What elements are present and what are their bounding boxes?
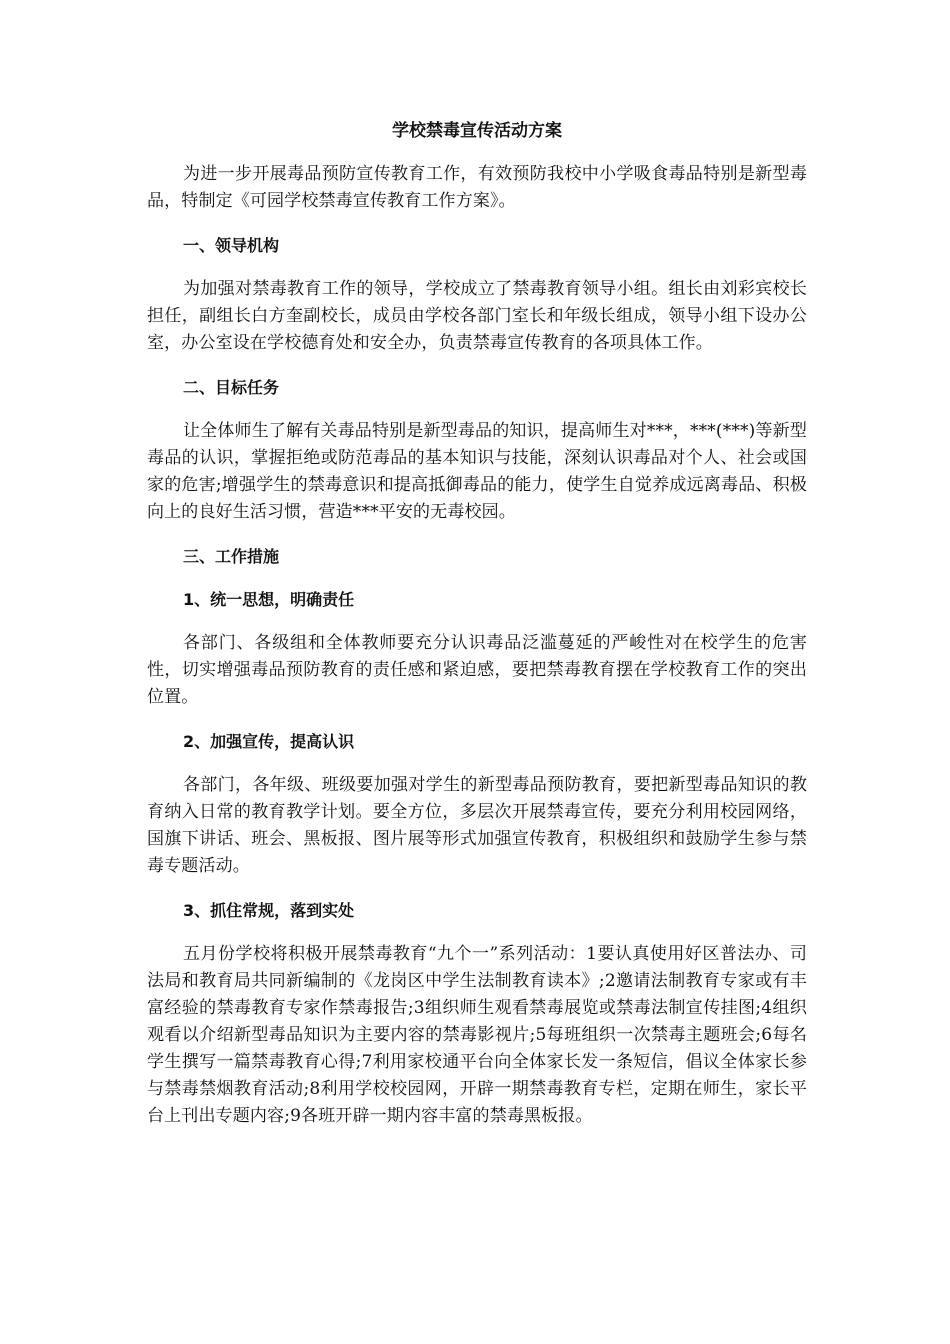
document-title: 学校禁毒宣传活动方案 <box>392 121 562 141</box>
leadership-paragraph: 为加强对禁毒教育工作的领导，学校成立了禁毒教育领导小组。组长由刘彩宾校长担任，副组长白方奎副校长，成员由学校各部门室长和年级长组成，领导小组下设办公室，办公室设在学校德育处和安全办，负责禁毒宣传教育的各项具体工作。 <box>147 279 807 353</box>
responsibility-paragraph: 各部门、各级组和全体教师要充分认识毒品泛滥蔓延的严峻性对在校学生的危害性，切实增强毒品预防教育的责任感和紧迫感，要把禁毒教育摆在学校教育工作的突出位置。 <box>147 633 807 707</box>
section-heading-measures: 三、工作措施 <box>183 547 280 566</box>
goals-paragraph: 让全体师生了解有关毒品特别是新型毒品的知识，提高师生对***，***(***)等新型毒品的认识，掌握拒绝或防范毒品的基本知识与技能，深刻认识毒品对个人、社会或国家的危害;增强学生的禁毒意识和提高抵御毒品的能力，使学生自觉养成远离毒品、积极向上的良好生活习惯，营造***平安的无毒校园。 <box>147 421 807 522</box>
subsection-heading-publicity: 2、加强宣传，提高认识 <box>183 732 355 751</box>
subsection-heading-routine: 3、抓住常规，落到实处 <box>183 901 355 920</box>
intro-paragraph: 为进一步开展毒品预防宣传教育工作，有效预防我校中小学吸食毒品特别是新型毒品，特制定《可园学校禁毒宣传教育工作方案》。 <box>147 164 807 211</box>
publicity-paragraph: 各部门，各年级、班级要加强对学生的新型毒品预防教育，要把新型毒品知识的教育纳入日常的教育教学计划。要全方位，多层次开展禁毒宣传，要充分利用校园网络，国旗下讲话、班会、黑板报、图片展等形式加强宣传教育，积极组织和鼓励学生参与禁毒专题活动。 <box>147 775 807 876</box>
section-heading-goals: 二、目标任务 <box>183 378 280 397</box>
section-heading-leadership: 一、领导机构 <box>183 236 280 255</box>
routine-paragraph: 五月份学校将积极开展禁毒教育“九个一”系列活动：1要认真使用好区普法办、司法局和教育局共同新编制的《龙岗区中学生法制教育读本》;2邀请法制教育专家或有丰富经验的禁毒教育专家作禁毒报告;3组织师生观看禁毒展览或禁毒法制宣传挂图;4组织观看以介绍新型毒品知识为主要内容的禁毒影视片;5每班组织一次禁毒主题班会;6每名学生撰写一篇禁毒教育心得;7利用家校通平台向全体家长发一条短信，倡议全体家长参与禁毒禁烟教育活动;8利用学校校园网，开辟一期禁毒教育专栏，定期在师生，家长平台上刊出专题内容;9各班开辟一期内容丰富的禁毒黑板报。 <box>147 944 807 1126</box>
subsection-heading-responsibility: 1、统一思想，明确责任 <box>183 590 355 609</box>
document-page <box>147 118 807 1148</box>
